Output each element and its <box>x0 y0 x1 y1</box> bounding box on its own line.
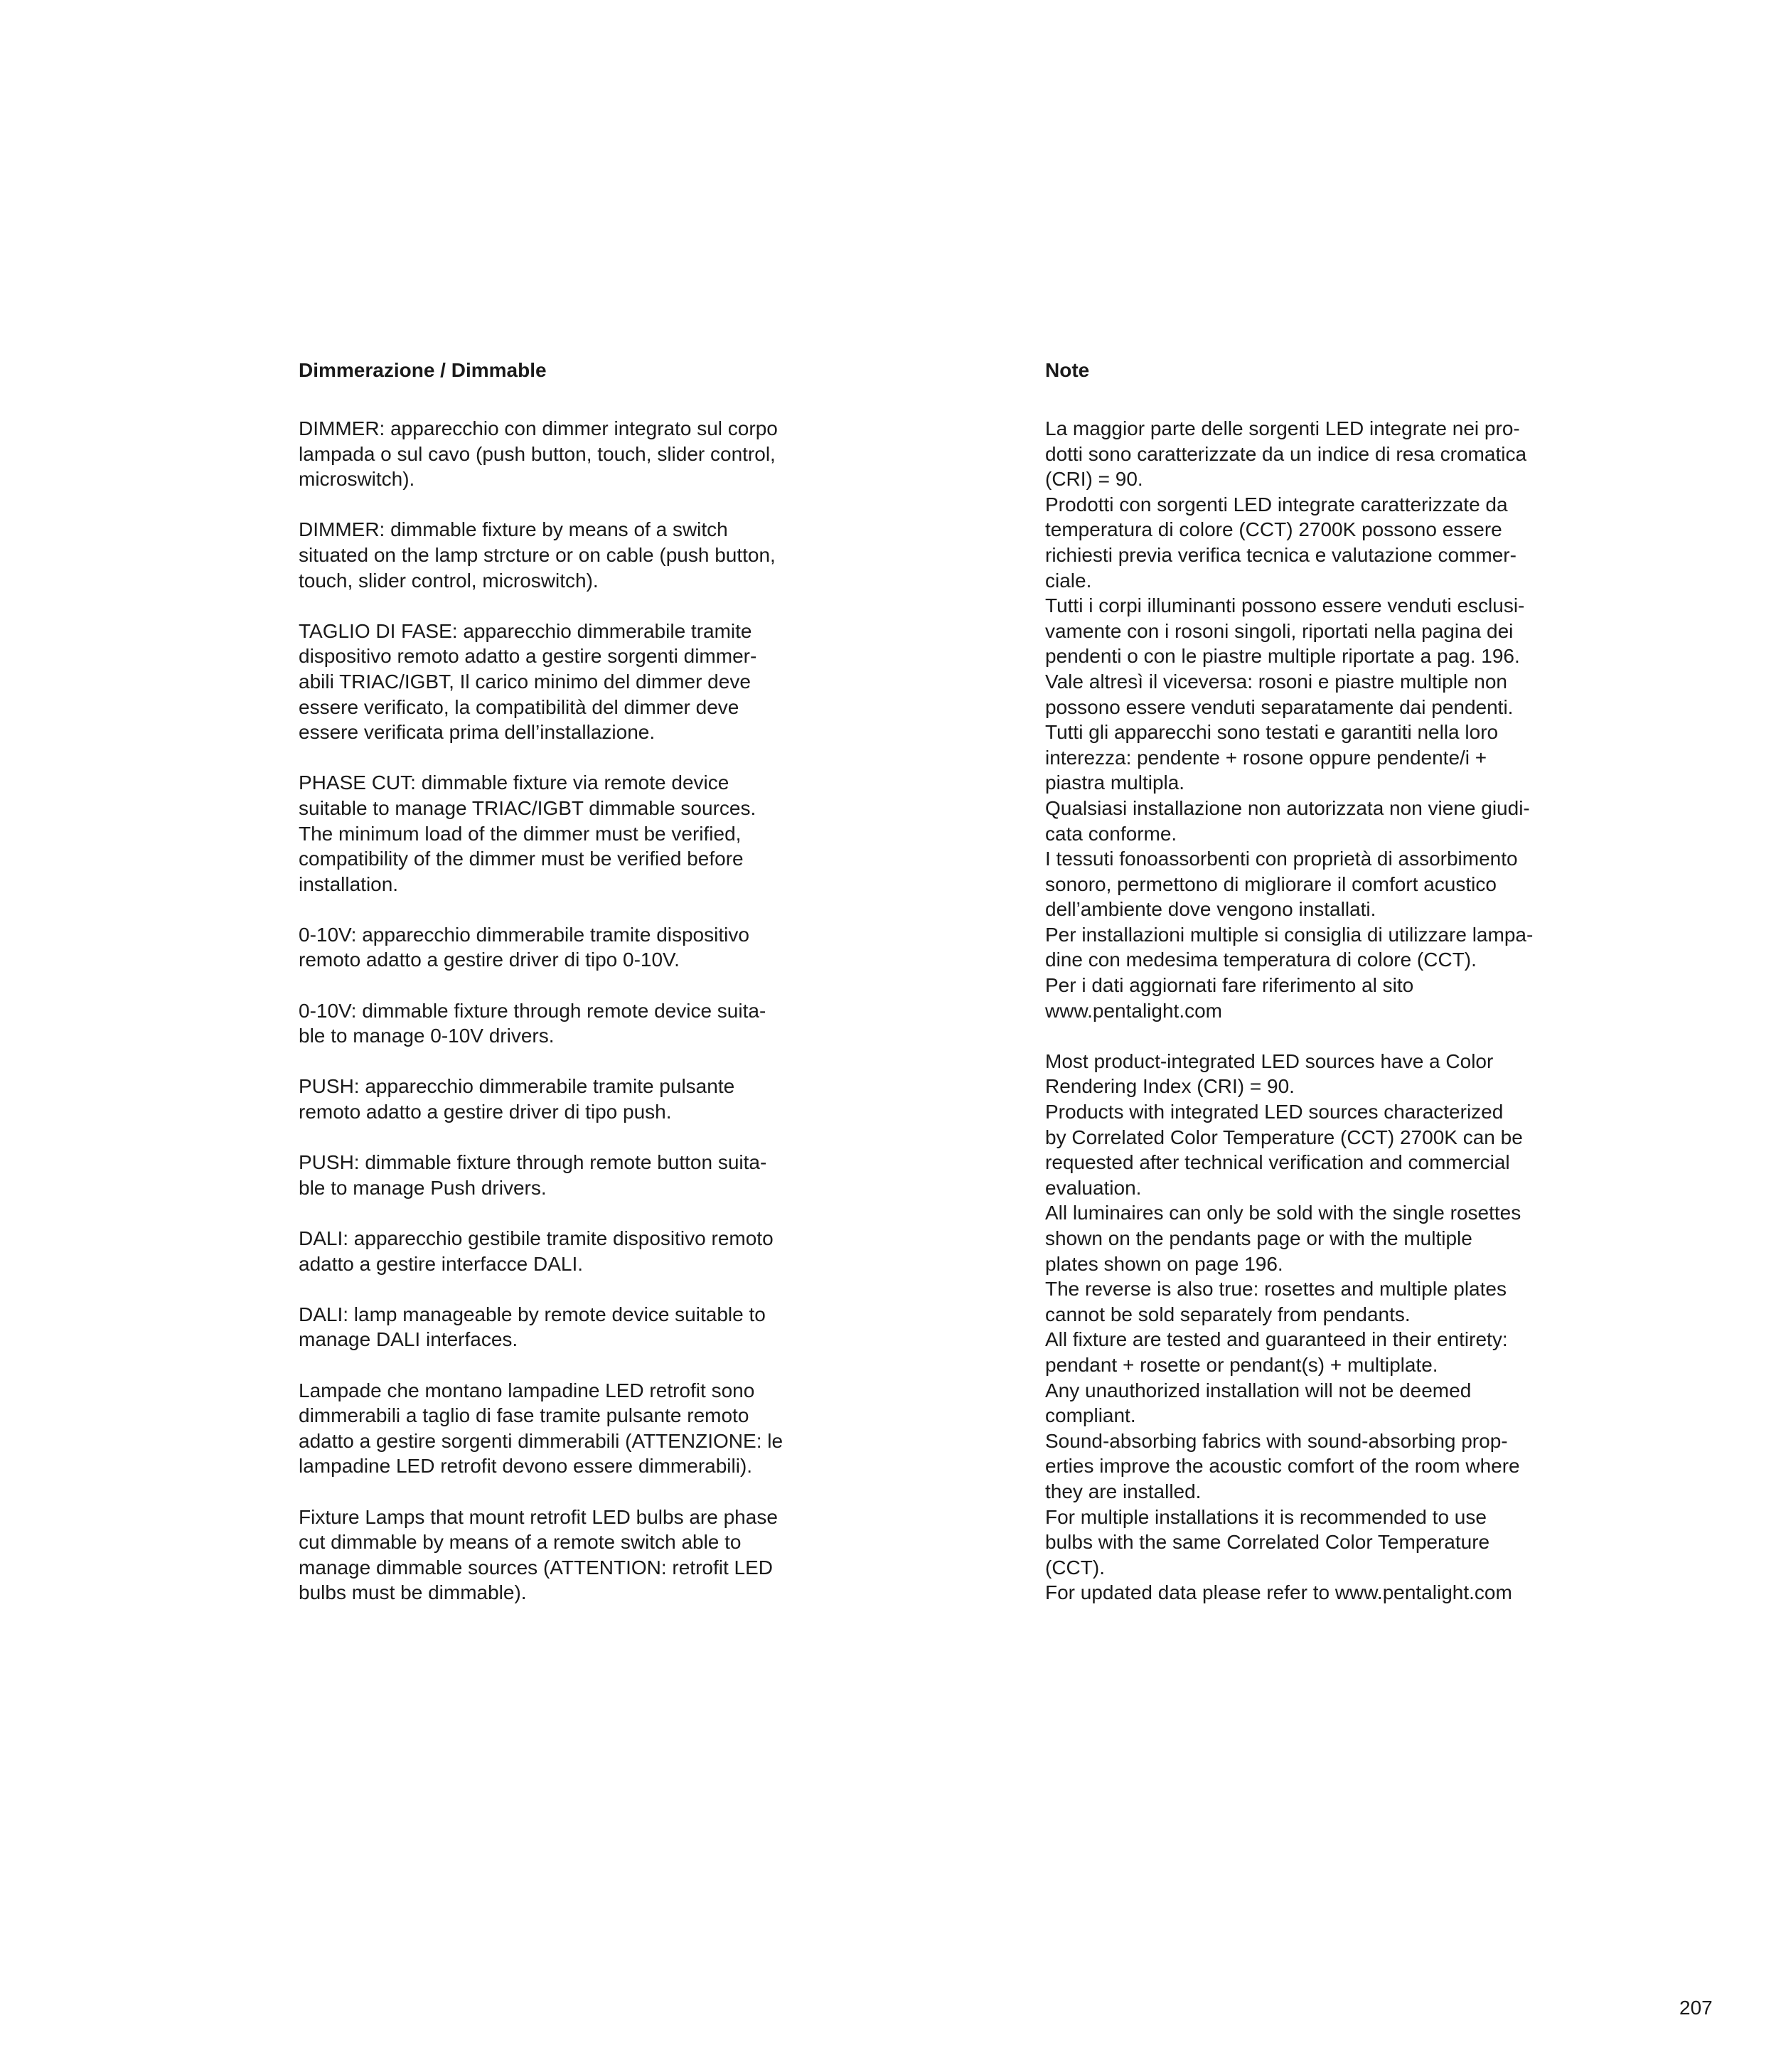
text-line: essere verificato, la compatibilità del dimmer deve <box>299 695 739 718</box>
dimmable-paragraph <box>299 517 839 593</box>
text-line: dimmerabili a taglio di fase tramite pulsante remoto <box>299 1404 749 1427</box>
text-line: bulbs with the same Correlated Color Temperature <box>1045 1531 1490 1554</box>
dimmable-paragraph <box>299 416 839 492</box>
text-line: lampada o sul cavo (push button, touch, slider control, <box>299 442 776 465</box>
text-line: TAGLIO DI FASE: apparecchio dimmerabile tramite <box>299 619 752 642</box>
text-line: adatto a gestire sorgenti dimmerabili (ATTENZIONE: le <box>299 1429 783 1452</box>
text-line: ciale. <box>1045 569 1092 592</box>
text-line: situated on the lamp strcture or on cable (push button, <box>299 543 776 566</box>
text-line: DALI: lamp manageable by remote device suitable to <box>299 1303 766 1325</box>
text-line: Vale altresì il viceversa: rosoni e piastre multiple non <box>1045 670 1508 693</box>
text-line: by Correlated Color Temperature (CCT) 2700K can be <box>1045 1126 1523 1148</box>
text-line: Rendering Index (CRI) = 90. <box>1045 1075 1295 1098</box>
text-line: dispositivo remoto adatto a gestire sorgenti dimmer- <box>299 645 757 668</box>
dimmable-paragraph <box>299 770 839 897</box>
text-line: 0-10V: apparecchio dimmerabile tramite dispositivo <box>299 923 749 946</box>
text-line: Qualsiasi installazione non autorizzata non viene giudi- <box>1045 796 1530 819</box>
text-line: manage dimmable sources (ATTENTION: retrofit LED <box>299 1556 774 1579</box>
text-line: Per installazioni multiple si consiglia di utilizzare lampa- <box>1045 923 1534 946</box>
text-line: Fixture Lamps that mount retrofit LED bulbs are phase <box>299 1505 778 1528</box>
text-line: PUSH: dimmable fixture through remote button suita- <box>299 1151 767 1174</box>
text-line: adatto a gestire interfacce DALI. <box>299 1252 583 1275</box>
text-line: La maggior parte delle sorgenti LED integrate nei pro- <box>1045 417 1520 439</box>
dimmable-paragraph <box>299 1302 839 1352</box>
text-line: possono essere venduti separatamente dai pendenti. <box>1045 695 1514 718</box>
note-block-italian <box>1045 416 1585 1023</box>
text-line: Per i dati aggiornati fare riferimento al sito <box>1045 974 1414 997</box>
text-line: pendant + rosette or pendant(s) + multiplate. <box>1045 1353 1438 1376</box>
text-line: shown on the pendants page or with the multiple <box>1045 1227 1472 1249</box>
text-line: www.pentalight.com <box>1045 999 1223 1022</box>
note-blocks <box>1045 416 1585 1606</box>
text-line: 0-10V: dimmable fixture through remote device suita- <box>299 999 766 1022</box>
text-line: cut dimmable by means of a remote switch able to <box>299 1531 742 1554</box>
text-line: Products with integrated LED sources characterized <box>1045 1101 1504 1123</box>
text-line: abili TRIAC/IGBT, Il carico minimo del dimmer deve <box>299 670 751 693</box>
text-line: (CCT). <box>1045 1556 1105 1579</box>
text-line: installation. <box>299 872 399 895</box>
text-line: suitable to manage TRIAC/IGBT dimmable sources. <box>299 796 756 819</box>
text-line: Most product-integrated LED sources have a Color <box>1045 1050 1494 1072</box>
text-line: manage DALI interfaces. <box>299 1328 518 1351</box>
text-line: (CRI) = 90. <box>1045 468 1143 491</box>
text-line: Tutti gli apparecchi sono testati e garantiti nella loro <box>1045 721 1499 744</box>
text-line: essere verificata prima dell’installazione. <box>299 721 656 744</box>
dimmable-paragraphs <box>299 416 839 1606</box>
text-line: Lampade che montano lampadine LED retrofit sono <box>299 1379 755 1401</box>
text-line: compatibility of the dimmer must be verified before <box>299 848 744 870</box>
text-line: evaluation. <box>1045 1176 1142 1199</box>
text-line: plates shown on page 196. <box>1045 1252 1283 1275</box>
text-line: bulbs must be dimmable). <box>299 1581 527 1604</box>
text-line: All fixture are tested and guaranteed in their entirety: <box>1045 1328 1508 1351</box>
text-line: lampadine LED retrofit devono essere dimmerabili). <box>299 1455 753 1478</box>
text-line: The minimum load of the dimmer must be verified, <box>299 822 742 845</box>
page-number: 207 <box>1679 1997 1713 2019</box>
text-line: For updated data please refer to www.pentalight.com <box>1045 1581 1512 1604</box>
text-line: PHASE CUT: dimmable fixture via remote device <box>299 771 729 794</box>
text-line: DALI: apparecchio gestibile tramite dispositivo remoto <box>299 1227 774 1249</box>
text-line: vamente con i rosoni singoli, riportati nella pagina dei <box>1045 619 1514 642</box>
text-line: Sound-absorbing fabrics with sound-absorbing prop- <box>1045 1429 1508 1452</box>
text-line: cannot be sold separately from pendants. <box>1045 1303 1411 1325</box>
text-line: pendenti o con le piastre multiple riportate a pag. 196. <box>1045 645 1520 668</box>
note-heading: Note <box>1045 359 1090 381</box>
text-line: Tutti i corpi illuminanti possono essere venduti esclusi- <box>1045 594 1525 617</box>
text-line: dine con medesima temperatura di colore (CCT). <box>1045 949 1477 971</box>
text-line: richiesti previa verifica tecnica e valutazione commer- <box>1045 543 1516 566</box>
text-line: erties improve the acoustic comfort of the room where <box>1045 1455 1520 1478</box>
dimmable-paragraph <box>299 922 839 973</box>
dimmable-paragraph <box>299 998 839 1049</box>
left-column <box>299 358 839 1631</box>
text-line: remoto adatto a gestire driver di tipo 0-10V. <box>299 949 680 971</box>
right-column <box>1045 358 1585 1631</box>
text-line: remoto adatto a gestire driver di tipo push. <box>299 1101 672 1123</box>
text-line: dotti sono caratterizzate da un indice di resa cromatica <box>1045 442 1527 465</box>
dimmable-paragraph <box>299 1505 839 1606</box>
text-line: I tessuti fonoassorbenti con proprietà di assorbimento <box>1045 848 1518 870</box>
dimmable-heading: Dimmerazione / Dimmable <box>299 359 547 381</box>
text-line: temperatura di colore (CCT) 2700K possono essere <box>1045 518 1502 541</box>
text-line: For multiple installations it is recommended to use <box>1045 1505 1487 1528</box>
text-line: piastra multipla. <box>1045 771 1185 794</box>
text-line: DIMMER: dimmable fixture by means of a switch <box>299 518 728 541</box>
text-line: microswitch). <box>299 468 415 491</box>
text-line: compliant. <box>1045 1404 1136 1427</box>
text-line: they are installed. <box>1045 1480 1202 1502</box>
note-block-english <box>1045 1049 1585 1606</box>
text-line: PUSH: apparecchio dimmerabile tramite pulsante <box>299 1075 735 1098</box>
dimmable-paragraph <box>299 1226 839 1276</box>
text-line: Any unauthorized installation will not be deemed <box>1045 1379 1472 1401</box>
dimmable-paragraph <box>299 1378 839 1479</box>
text-line: touch, slider control, microswitch). <box>299 569 599 592</box>
text-line: Prodotti con sorgenti LED integrate caratterizzate da <box>1045 493 1508 516</box>
dimmable-paragraph <box>299 619 839 745</box>
text-line: All luminaires can only be sold with the single rosettes <box>1045 1202 1521 1224</box>
text-line: ble to manage 0-10V drivers. <box>299 1025 555 1047</box>
text-line: requested after technical verification and commercial <box>1045 1151 1510 1174</box>
text-line: interezza: pendente + rosone oppure pendente/i + <box>1045 746 1487 769</box>
dimmable-paragraph <box>299 1074 839 1124</box>
text-line: ble to manage Push drivers. <box>299 1176 547 1199</box>
text-line: cata conforme. <box>1045 822 1177 845</box>
text-line: DIMMER: apparecchio con dimmer integrato sul corpo <box>299 417 778 439</box>
text-line: dell’ambiente dove vengono installati. <box>1045 898 1376 921</box>
text-line: sonoro, permettono di migliorare il comfort acustico <box>1045 872 1497 895</box>
text-line: The reverse is also true: rosettes and multiple plates <box>1045 1278 1507 1301</box>
dimmable-paragraph <box>299 1150 839 1200</box>
